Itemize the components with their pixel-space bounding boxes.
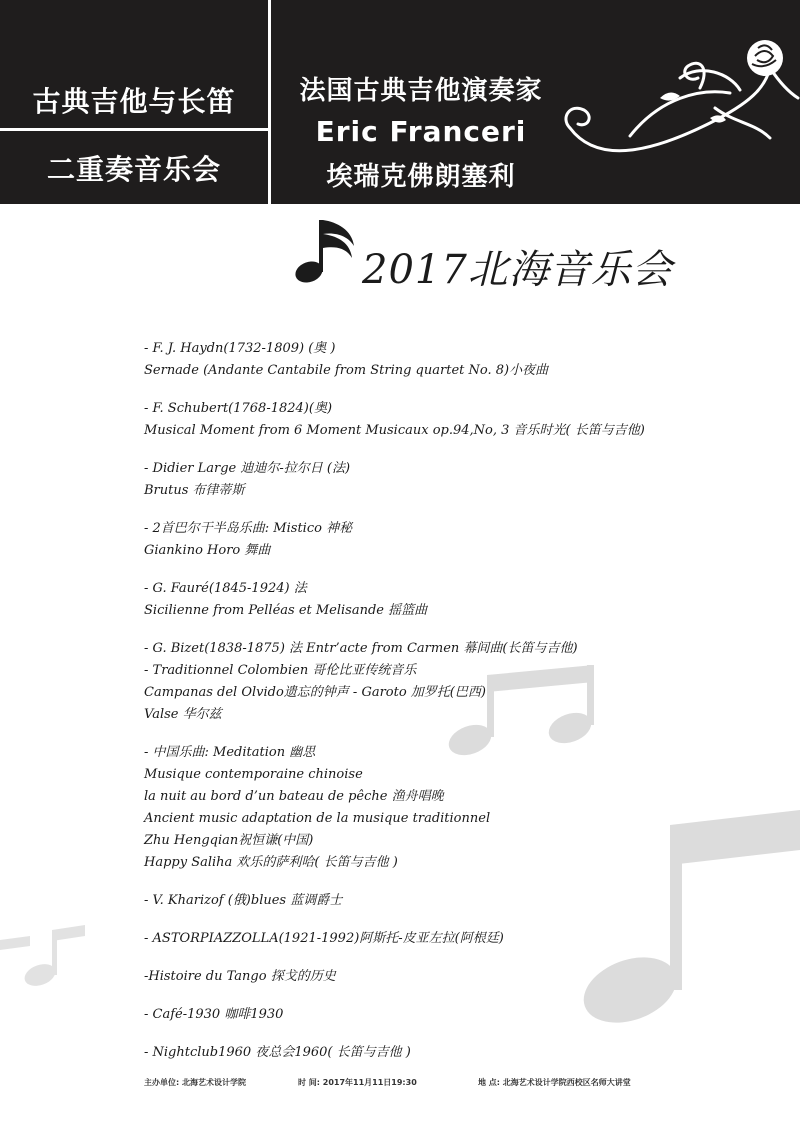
program-item (144, 338, 764, 382)
place-info: 地 点: 北海艺术设计学院西校区名师大讲堂 (478, 1078, 631, 1087)
time-info: 时 间: 2017年11月11日19:30 (298, 1078, 417, 1087)
program-item (144, 742, 764, 874)
event-banner-title: 2017北海音乐会 (362, 247, 673, 293)
program-line: - 2首巴尔干半岛乐曲: Mistico 神秘 (144, 521, 353, 536)
performer-name-latin: Eric Franceri (315, 115, 527, 148)
program-line: Sernade (Andante Cantabile from String quartet No. 8)小夜曲 (144, 363, 549, 378)
program-line: - Nightclub1960 夜总会1960( 长笛与吉他 ) (144, 1045, 411, 1060)
program-item (144, 518, 764, 562)
program-line: - F. Schubert(1768-1824)(奥) (144, 401, 333, 416)
watermark-note-icon (0, 920, 90, 990)
program-line: Ancient music adaptation de la musique traditionnel (144, 811, 491, 826)
concert-program (144, 338, 764, 1080)
program-line: - G. Fauré(1845-1924) 法 (144, 581, 307, 596)
concert-title-line-2: 二重奏音乐会 (46, 153, 221, 186)
program-line: la nuit au bord d’un bateau de pêche 渔舟唱晚 (144, 789, 444, 804)
program-line: -Histoire du Tango 探戈的历史 (144, 969, 336, 984)
program-item (144, 398, 764, 442)
event-info-footer (0, 1077, 800, 1091)
program-line: - 中国乐曲: Meditation 幽思 (144, 745, 316, 760)
program-line: - ASTORPIAZZOLLA(1921-1992)阿斯托-皮亚左拉(阿根廷) (144, 931, 504, 946)
concert-title-line-1: 古典吉他与长笛 (32, 85, 236, 118)
program-line: Campanas del Olvido遗忘的钟声 - Garoto 加罗托(巴西) (144, 685, 486, 700)
program-item (144, 458, 764, 502)
program-line: - G. Bizet(1838-1875) 法 Entr’acte from Carmen 幕间曲(长笛与吉他) (144, 641, 578, 656)
program-item (144, 1004, 764, 1026)
program-line: Musique contemporaine chinoise (144, 767, 363, 782)
program-item (144, 966, 764, 988)
header-horizontal-divider (0, 128, 268, 131)
organizer-info: 主办单位: 北海艺术设计学院 (144, 1078, 246, 1087)
program-line: - Didier Large 迪迪尔-拉尔日 (法) (144, 461, 351, 476)
program-line: Valse 华尔兹 (144, 707, 222, 722)
program-item (144, 1042, 764, 1064)
program-line: Musical Moment from 6 Moment Musicaux op.94,No, 3 音乐时光( 长笛与吉他) (144, 423, 645, 438)
program-line: - F. J. Haydn(1732-1809) (奥 ) (144, 341, 336, 356)
program-line: - Traditionnel Colombien 哥伦比亚传统音乐 (144, 663, 417, 678)
music-note-icon (292, 212, 362, 287)
performer-role: 法国古典吉他演奏家 (299, 76, 543, 106)
program-item (144, 578, 764, 622)
program-line: Brutus 布律蒂斯 (144, 483, 245, 498)
program-line: Zhu Hengqian祝恒谦(中国) (144, 833, 314, 848)
program-line: - Café-1930 咖啡1930 (144, 1007, 284, 1022)
header-band (0, 0, 800, 204)
rose-swirl-ornament-icon (560, 28, 800, 178)
program-item (144, 890, 764, 912)
program-line: - V. Kharizof (俄)blues 蓝调爵士 (144, 893, 343, 908)
program-item (144, 928, 764, 950)
program-item (144, 638, 764, 726)
performer-name-chinese: 埃瑞克佛朗塞利 (326, 162, 516, 192)
program-line: Giankino Horo 舞曲 (144, 543, 271, 558)
program-line: Sicilienne from Pelléas et Melisande 摇篮曲 (144, 603, 428, 618)
program-line: Happy Saliha 欢乐的萨利哈( 长笛与吉他 ) (144, 855, 398, 870)
